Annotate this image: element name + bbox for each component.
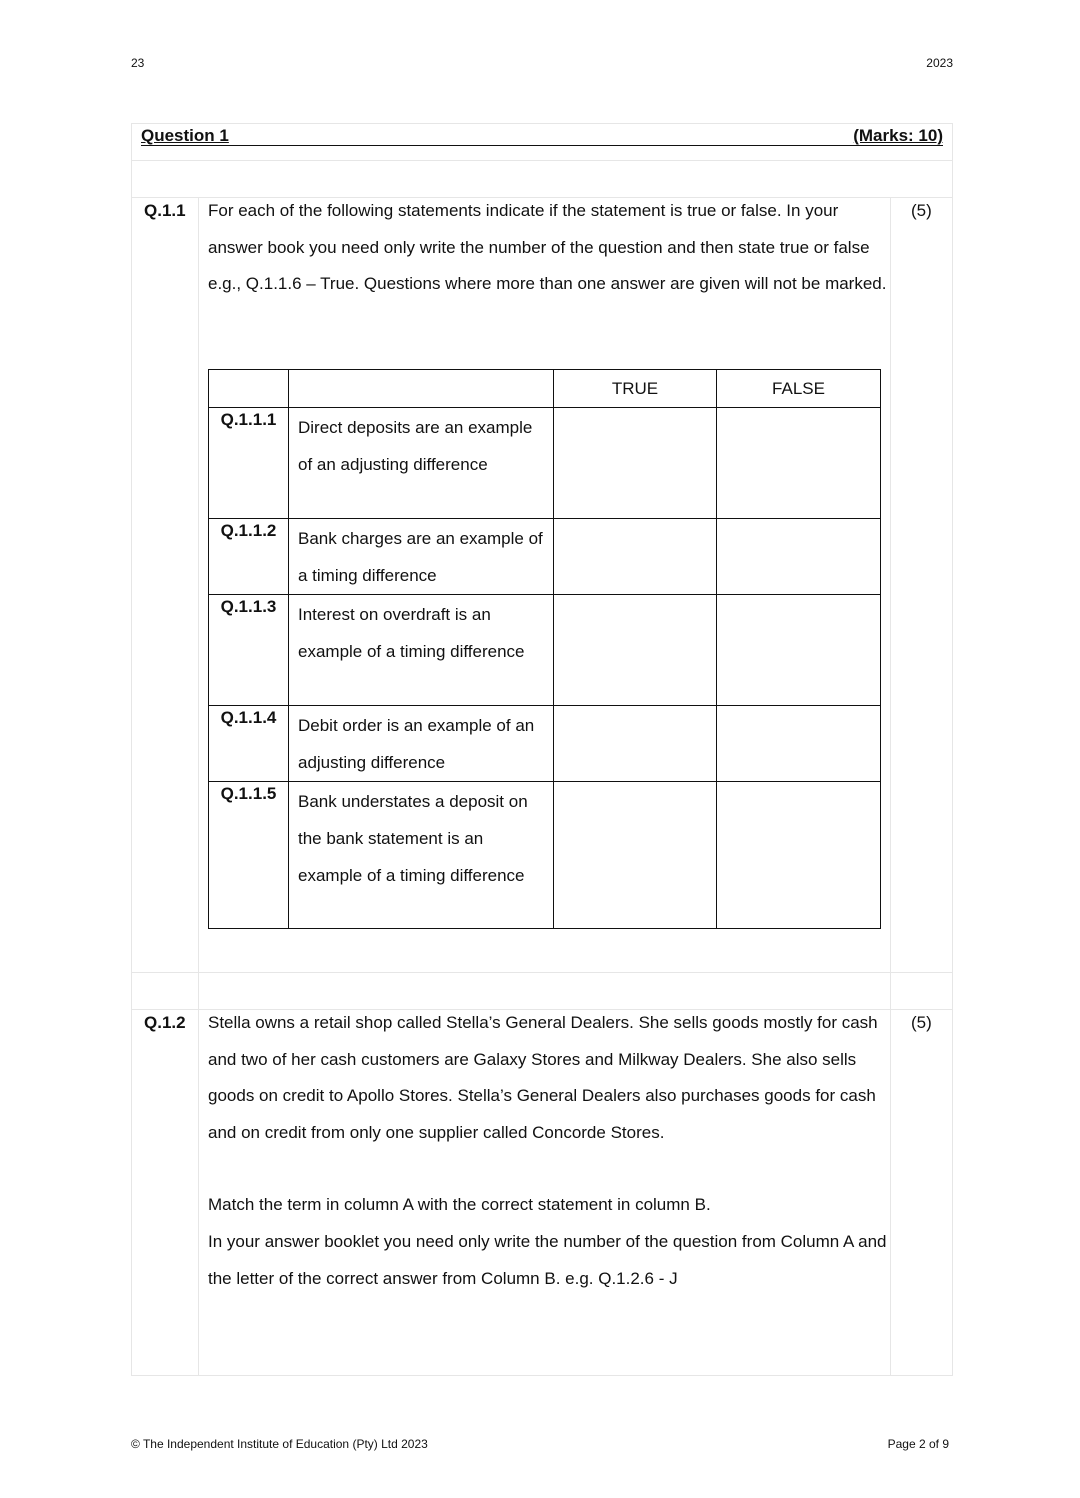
footer-copyright: © The Independent Institute of Education (Pty) Ltd 2023: [131, 1437, 428, 1451]
false-answer-cell: [717, 782, 881, 929]
table-row: [209, 519, 881, 595]
true-answer-cell: [554, 408, 717, 519]
q1-1-marks: (5): [911, 201, 932, 220]
row-statement: Bank charges are an example of a timing difference: [289, 519, 554, 595]
q1-2-marks: (5): [911, 1013, 932, 1032]
q1-2-instruction-match: Match the term in column A with the correct statement in column B.: [208, 1195, 711, 1214]
q1-1-instruction: For each of the following statements indicate if the statement is true or false. In your answer book you need only write the number of the question and then state true or false e.g., Q.1.1.6 – True. Questions where more than one answer are given will not be marked.: [208, 201, 887, 293]
true-false-table: [208, 369, 881, 929]
row-statement: Interest on overdraft is an example of a timing difference: [289, 595, 554, 706]
row-number: Q.1.1.3: [209, 595, 289, 706]
false-answer-cell: [717, 595, 881, 706]
title-underline: [141, 145, 943, 146]
true-answer-cell: [554, 706, 717, 782]
true-answer-cell: [554, 519, 717, 595]
question-title: Question 1: [141, 126, 229, 145]
false-answer-cell: [717, 519, 881, 595]
row-number: Q.1.1.5: [209, 782, 289, 929]
false-answer-cell: [717, 706, 881, 782]
false-answer-cell: [717, 408, 881, 519]
row-number: Q.1.1.2: [209, 519, 289, 595]
false-column-header: FALSE: [717, 370, 881, 408]
q1-2-number: Q.1.2: [144, 1013, 186, 1032]
header-cell: [289, 370, 554, 408]
true-column-header: TRUE: [554, 370, 717, 408]
column-divider: [890, 197, 891, 1376]
row-statement: Direct deposits are an example of an adjusting difference: [289, 408, 554, 519]
table-row: [209, 408, 881, 519]
q1-2-instruction-answer: In your answer booklet you need only write the number of the question from Column A and the letter of the correct answer from Column B. e.g. Q.1.2.6 - J: [208, 1232, 887, 1288]
divider: [131, 972, 953, 973]
divider: [131, 160, 953, 161]
true-answer-cell: [554, 782, 717, 929]
row-statement: Bank understates a deposit on the bank statement is an example of a timing difference: [289, 782, 554, 929]
row-number: Q.1.1.4: [209, 706, 289, 782]
table-row: [209, 782, 881, 929]
true-answer-cell: [554, 595, 717, 706]
row-statement: Debit order is an example of an adjusting difference: [289, 706, 554, 782]
footer-page-number: Page 2 of 9: [887, 1437, 949, 1451]
table-row: [209, 595, 881, 706]
table-header-row: [209, 370, 881, 408]
q1-2-scenario: Stella owns a retail shop called Stella’s General Dealers. She sells goods mostly for cash and two of her cash customers are Galaxy Stores and Milkway Dealers. She also sells goods on credit to Apollo Stores. Stella’s General Dealers also purchases goods for cash and on credit from only one supplier called Concorde Stores.: [208, 1013, 878, 1142]
header-cell: [209, 370, 289, 408]
row-number: Q.1.1.1: [209, 408, 289, 519]
header-year: 2023: [926, 56, 953, 70]
table-row: [209, 706, 881, 782]
q1-1-number: Q.1.1: [144, 201, 186, 220]
column-divider: [198, 197, 199, 1376]
header-page-number: 23: [131, 56, 145, 70]
question-marks: (Marks: 10): [853, 126, 943, 145]
